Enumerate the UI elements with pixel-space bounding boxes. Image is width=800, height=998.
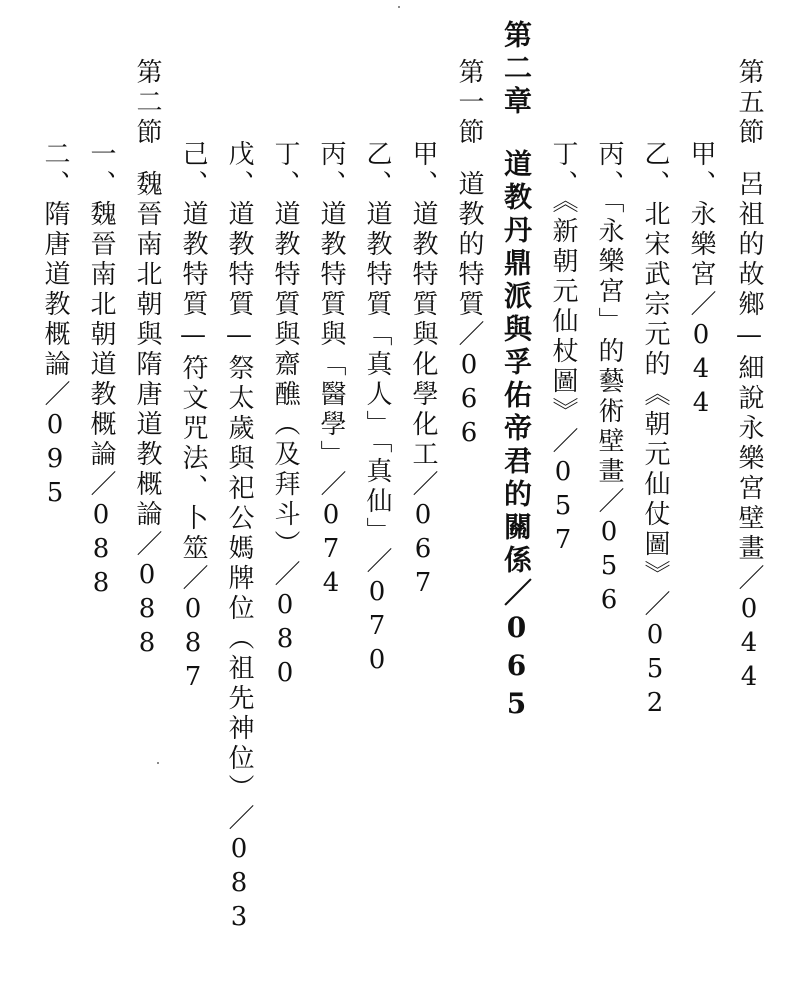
chapter-heading: 第二章 — [500, 20, 533, 119]
entry-heading: 戊、 — [224, 140, 254, 200]
entry-heading: 丙、 — [316, 140, 346, 200]
toc-entry-ding-2 — [272, 140, 298, 692]
entry-title: 道教特質—祭太歲與祀公媽牌位（祖先神位）／083 — [224, 200, 254, 936]
toc-entry-section-1 — [456, 58, 482, 452]
entry-heading: 乙、 — [640, 140, 670, 200]
entry-heading: 乙、 — [362, 140, 392, 200]
toc-entry-section-5 — [736, 58, 762, 696]
entry-heading: 丁、 — [270, 140, 300, 200]
toc-entry-yi-2 — [364, 140, 390, 679]
chapter-title: 道教丹鼎派與孚佑帝君的關係／065 — [500, 149, 533, 725]
toc-entry-ding — [550, 140, 576, 559]
toc-entry-section-2 — [134, 58, 160, 662]
entry-heading: 第一節 — [454, 58, 484, 148]
entry-title: 永樂宮／044 — [686, 200, 716, 422]
entry-heading: 二、 — [40, 140, 70, 200]
toc-entry-jia — [688, 140, 714, 422]
toc-entry-bing — [596, 140, 622, 619]
entry-heading: 己、 — [178, 140, 208, 200]
entry-heading: 一、 — [86, 140, 116, 200]
scan-speck — [157, 762, 159, 764]
entry-heading: 丙、 — [594, 140, 624, 200]
entry-title: 呂祖的故鄉—細說永樂宮壁畫／044 — [734, 170, 764, 696]
entry-title: 「永樂宮」的藝術壁畫／056 — [594, 200, 624, 619]
entry-title: 《新朝元仙杖圖》／057 — [548, 200, 578, 559]
entry-title: 魏晉南北朝與隋唐道教概論／088 — [132, 170, 162, 662]
toc-entry-ji — [180, 140, 206, 696]
entry-heading: 第五節 — [734, 58, 764, 148]
entry-heading: 丁、 — [548, 140, 578, 200]
toc-entry-yi-num — [88, 140, 114, 602]
entry-title: 道教特質「真人」「真仙」／070 — [362, 200, 392, 679]
entry-heading: 甲、 — [408, 140, 438, 200]
toc-entry-jia-2 — [410, 140, 436, 602]
toc-entry-bing-2 — [318, 140, 344, 602]
entry-title: 北宋武宗元的《朝元仙仗圖》／052 — [640, 200, 670, 722]
entry-title: 道教特質與化學化工／067 — [408, 200, 438, 602]
entry-title: 道教特質與「醫學」／074 — [316, 200, 346, 602]
toc-entry-yi — [642, 140, 668, 722]
toc-entry-chapter-2 — [500, 20, 533, 725]
entry-title: 道教特質與齋醮（及拜斗）／080 — [270, 200, 300, 692]
toc-entry-wu — [226, 140, 252, 936]
scan-speck — [398, 6, 400, 8]
entry-heading: 甲、 — [686, 140, 716, 200]
entry-title: 魏晉南北朝道教概論／088 — [86, 200, 116, 602]
entry-title: 隋唐道教概論／095 — [40, 200, 70, 512]
entry-title: 道教的特質／066 — [454, 170, 484, 452]
toc-entry-er-num — [42, 140, 68, 512]
entry-title: 道教特質—符文咒法、卜筮／087 — [178, 200, 208, 696]
entry-heading: 第二節 — [132, 58, 162, 148]
